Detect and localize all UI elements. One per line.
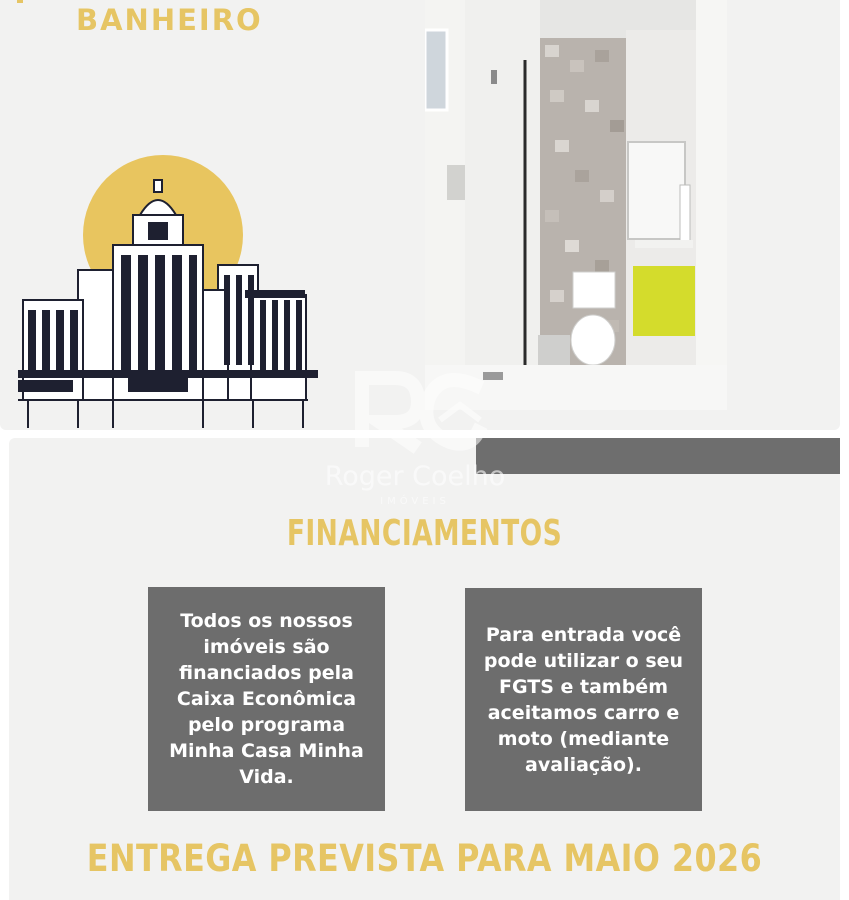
watermark-brand: Roger Coelho bbox=[324, 461, 506, 492]
dark-banner-bar bbox=[476, 438, 840, 474]
delivery-date-heading: ENTREGA PREVISTA PARA MAIO 2026 bbox=[86, 837, 763, 880]
info-box-financing bbox=[148, 587, 385, 811]
watermark-subtitle: IMÓVEIS bbox=[380, 496, 450, 507]
financing-heading: FINANCIAMENTOS bbox=[286, 513, 563, 554]
city-skyline-illustration bbox=[8, 150, 318, 430]
corner-mark bbox=[17, 0, 23, 3]
info-box-financing-text: Todos os nossos imóveis são financiados pela Caixa Econômica pelo programa Minha Casa Minha Vida. bbox=[169, 610, 364, 788]
info-box-down-payment bbox=[465, 588, 702, 811]
page-title: BANHEIRO bbox=[76, 3, 263, 37]
info-box-down-payment-text: Para entrada você pode utilizar o seu FGTS e também aceitamos carro e moto (mediante avaliação). bbox=[483, 623, 684, 776]
bathroom-render-image bbox=[425, 0, 727, 410]
